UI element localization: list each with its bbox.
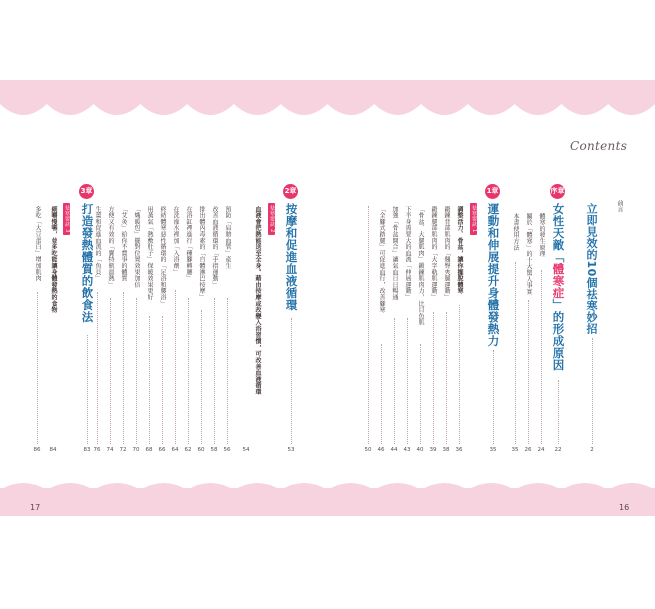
tip-tag-1: 祛寒要訣 1	[471, 205, 477, 233]
page-ref: 40	[416, 447, 424, 453]
chapter-title-3: 打造發熱體質的飲食法	[80, 203, 95, 323]
chapter-title-1: 運動和伸展提升身體發熱力	[486, 203, 501, 347]
toc-entry: 多吃「大豆蛋白」增加肌肉	[34, 206, 41, 282]
toc-entry: 鍛鍊腿部肌肉的「大字軌肌運動」	[430, 206, 437, 301]
toc-entry: 下半身需要大的血流「伸展運動」	[404, 206, 411, 301]
leader-dots	[175, 290, 176, 444]
page-ref: 35	[489, 447, 497, 453]
page-ref: 38	[442, 447, 450, 453]
page-ref: 22	[554, 447, 562, 453]
contents-title: Contents	[570, 139, 628, 153]
toc-entry: 關於「體寒」的十大驚人事實	[525, 213, 532, 295]
leader-dots	[37, 292, 38, 444]
page-ref: 86	[33, 447, 41, 453]
toc-entry: 生薑和促進血流的「魚貝」	[94, 206, 101, 282]
page-ref: 58	[210, 447, 218, 453]
toc-entry: 排出體內毒素的「自體淋巴按摩」	[198, 206, 205, 301]
leader-dots	[162, 316, 163, 444]
leader-dots	[459, 305, 460, 444]
toc-entry: 預防「肩膀血管」產生	[224, 206, 231, 269]
leader-dots	[592, 338, 593, 444]
toc-entry: 終結體寒惡性循環的「足浴和腰浴」	[159, 206, 166, 307]
page-ref: 84	[49, 447, 57, 453]
page-number-left: 17	[30, 503, 41, 512]
toc-entry: 在洗澡水裡加「入浴劑」	[172, 206, 179, 276]
page-ref: 53	[287, 447, 295, 453]
page-ref: 74	[106, 447, 114, 453]
page-ref: 68	[145, 447, 153, 453]
page-ref: 62	[184, 447, 192, 453]
leader-dots	[123, 292, 124, 444]
leader-dots	[493, 350, 494, 444]
leader-dots	[188, 298, 189, 444]
leader-dots	[394, 318, 395, 444]
leader-dots	[558, 380, 559, 444]
leader-dots	[420, 344, 421, 444]
toc-entry: 「熾暖包」擺對位置效果加倍	[133, 206, 140, 288]
page-ref: 76	[93, 447, 101, 453]
toc-entry: 加強「骨盆開合」讓氣血日日暢通	[391, 206, 398, 301]
toc-entry: 鍛鍊背部肌肉的「翹臀夾腿運動」	[443, 206, 450, 301]
page-ref: 56	[223, 447, 231, 453]
page-ref: 26	[524, 447, 532, 453]
toc-entry: 改善血液循環的「手指運動」	[211, 206, 218, 288]
leader-dots	[227, 298, 228, 444]
leader-dots	[136, 298, 137, 444]
leader-dots	[214, 298, 215, 444]
page-ref: 44	[390, 447, 398, 453]
leader-dots	[515, 262, 516, 444]
tip-text-3: 細嚼慢嚥，並多吃能讓身體發熱的食物	[50, 206, 57, 314]
leader-dots	[201, 310, 202, 444]
toc-entry: 「艾灸」給你不費事的體質	[120, 206, 127, 282]
page-ref: 2	[590, 447, 594, 453]
page-ref: 54	[242, 447, 250, 453]
page-ref: 39	[429, 447, 437, 453]
tip-text-2: 血液會把熱能送至全身。藉由按摩或改變入浴習慣，可改善血液循環	[254, 206, 261, 395]
page-ref: 70	[132, 447, 140, 453]
chapter-badge-1: 1章	[485, 184, 500, 199]
leader-dots	[381, 344, 382, 444]
toc-entry: 方便又有效的「寶特瓶溫熱」	[107, 206, 114, 288]
page-ref: 36	[455, 447, 463, 453]
page-number-right: 16	[619, 503, 630, 512]
page-ref: 43	[403, 447, 411, 453]
leader-dots	[541, 270, 542, 444]
preface-title: 立即見效的10個祛寒妙招	[585, 203, 598, 335]
page-ref: 46	[377, 447, 385, 453]
chapter-title-prologue: 女性天敵「體寒症」的形成原因	[551, 203, 566, 371]
leader-dots	[110, 298, 111, 444]
chapter-badge-2: 2章	[283, 184, 298, 199]
leader-dots	[87, 335, 88, 444]
tip-tag-2: 祛寒要訣 2	[269, 205, 275, 233]
tip-tag-3: 祛寒要訣 3	[64, 205, 70, 233]
toc-entry: 在浴缸裡進行「種腳轉腰」	[185, 206, 192, 282]
page-ref: 60	[197, 447, 205, 453]
toc-entry: 用蒸氣「熱敷肚子」保暖效果更好	[146, 206, 153, 301]
chapter-badge-3: 3章	[79, 184, 94, 199]
leader-dots	[97, 292, 98, 444]
page-ref: 50	[364, 447, 372, 453]
page-ref: 72	[119, 447, 127, 453]
leader-dots	[291, 318, 292, 444]
chapter-title-2: 按摩和促進血液循環	[284, 203, 299, 311]
leader-dots	[368, 206, 369, 444]
toc-entry: 本書使用方法	[512, 213, 519, 251]
tip-text-1: 調整活力、骨盆，讓你擺脫體寒	[456, 206, 463, 295]
page-ref: 66	[158, 447, 166, 453]
page-ref: 35	[511, 447, 519, 453]
page-ref: 24	[537, 447, 545, 453]
bottom-band	[0, 480, 655, 516]
leader-dots	[446, 312, 447, 444]
toc-entry: 「骨盆．大腿肌肉」鍛鍊肌肉力，比目魚肌	[417, 206, 424, 326]
leader-dots	[433, 312, 434, 444]
toc-entry: 「全腳式踏腿」可促進血行，改善腳寒	[378, 206, 385, 314]
toc-entry: 體寒的發生原理	[538, 213, 545, 258]
page-ref: 64	[171, 447, 179, 453]
top-scalloped-band	[0, 80, 655, 122]
preface-label: 前言	[616, 200, 623, 213]
leader-dots	[407, 318, 408, 444]
leader-dots	[149, 316, 150, 444]
leader-dots	[528, 300, 529, 444]
page-ref: 83	[83, 447, 91, 453]
chapter-badge-prologue: 序章	[550, 184, 565, 199]
